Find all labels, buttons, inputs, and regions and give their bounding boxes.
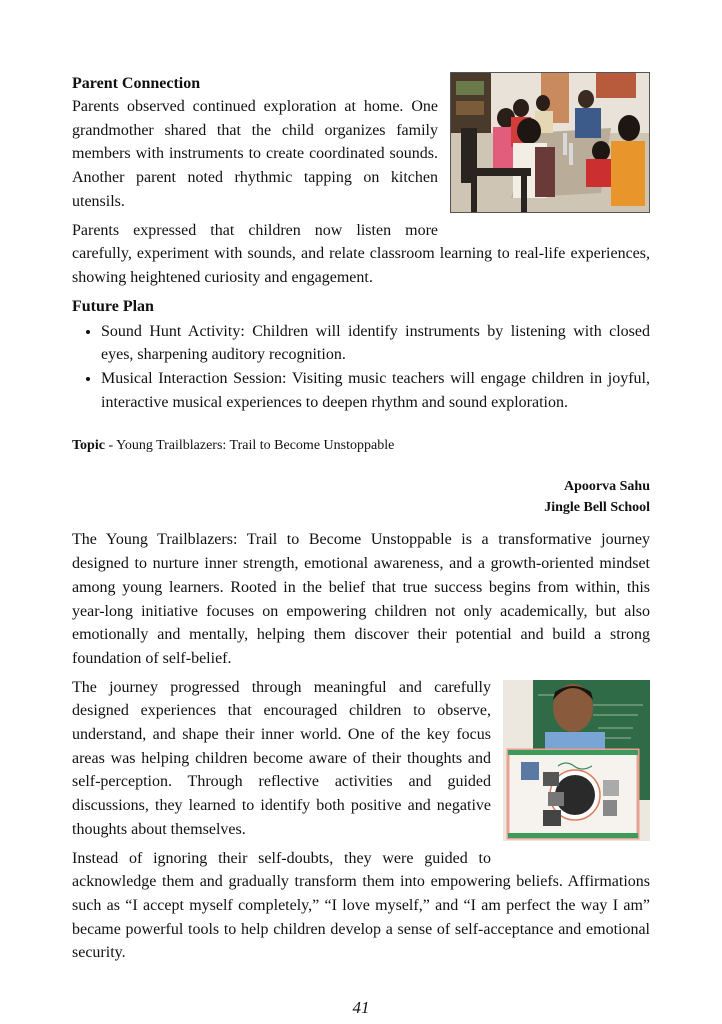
page-number: 41 [352, 998, 370, 1017]
author-school: Jingle Bell School [544, 500, 650, 516]
photo-illustration-icon [451, 73, 650, 213]
parent-connection-para-1: Parents observed continued exploration at home. One grandmother shared that the child organizes family members with instruments to create coordinated sounds. Another parent noted rhythmic tapping on kitchen utensils. [72, 98, 438, 210]
future-plan-item: • Sound Hunt Activity: Children will identify instruments by listening with closed eyes, sharpening auditory recognition. [101, 320, 650, 367]
topic-separator: - [104, 438, 117, 454]
page-content [72, 72, 650, 965]
future-plan-item: • Musical Interaction Session: Visiting music teachers will engage children in joyful, interactive musical experiences to deepen rhythm and sound exploration. [101, 367, 650, 414]
author-name: Apoorva Sahu [564, 479, 650, 495]
parent-meeting-photo [450, 72, 650, 213]
student-poster-photo [503, 680, 650, 841]
future-plan-heading: Future Plan [72, 297, 154, 315]
author-block [72, 476, 650, 518]
topic-label: Topic [72, 438, 105, 454]
parent-connection-heading: Parent Connection [72, 75, 201, 92]
future-plan-list [72, 320, 650, 415]
parent-connection-para-2: Parents expressed that children now listen more carefully, experiment with sounds, and relate classroom learning to real-life experiences, showing heightened curiosity and engagement. [72, 221, 650, 286]
article-para-3: Instead of ignoring their self-doubts, they were guided to acknowledge them and gradually transform them into empowering beliefs. Affirmations such as “I accept myself completely,” “I love myself,” and “I am perfect the way I am” became powerful tools to help children develop a sense of self-acceptance and emotional security. [72, 849, 650, 962]
article-para-1: The Young Trailblazers: Trail to Become Unstoppable is a transformative journey designed to nurture inner strength, emotional awareness, and a growth-oriented mindset among young learners. Rooted in the belief that true success begins from within, this year-long initiative focuses on empowering children not only academically, but also emotionally and mentally, helping them discover their potential and build a strong foundation of self-belief. [72, 531, 650, 667]
topic-title: Young Trailblazers: Trail to Become Unstoppable [116, 438, 395, 454]
topic-line [72, 436, 650, 456]
article-para-2: The journey progressed through meaningful and carefully designed experiences that encouraged children to observe, understand, and shape their inner world. One of the key focus areas was helping children become aware of their thoughts and self-perception. Through reflective activities and guided discussions, they learned to identify both positive and negative thoughts about themselves. [72, 678, 491, 838]
photo-illustration-icon [503, 680, 650, 841]
